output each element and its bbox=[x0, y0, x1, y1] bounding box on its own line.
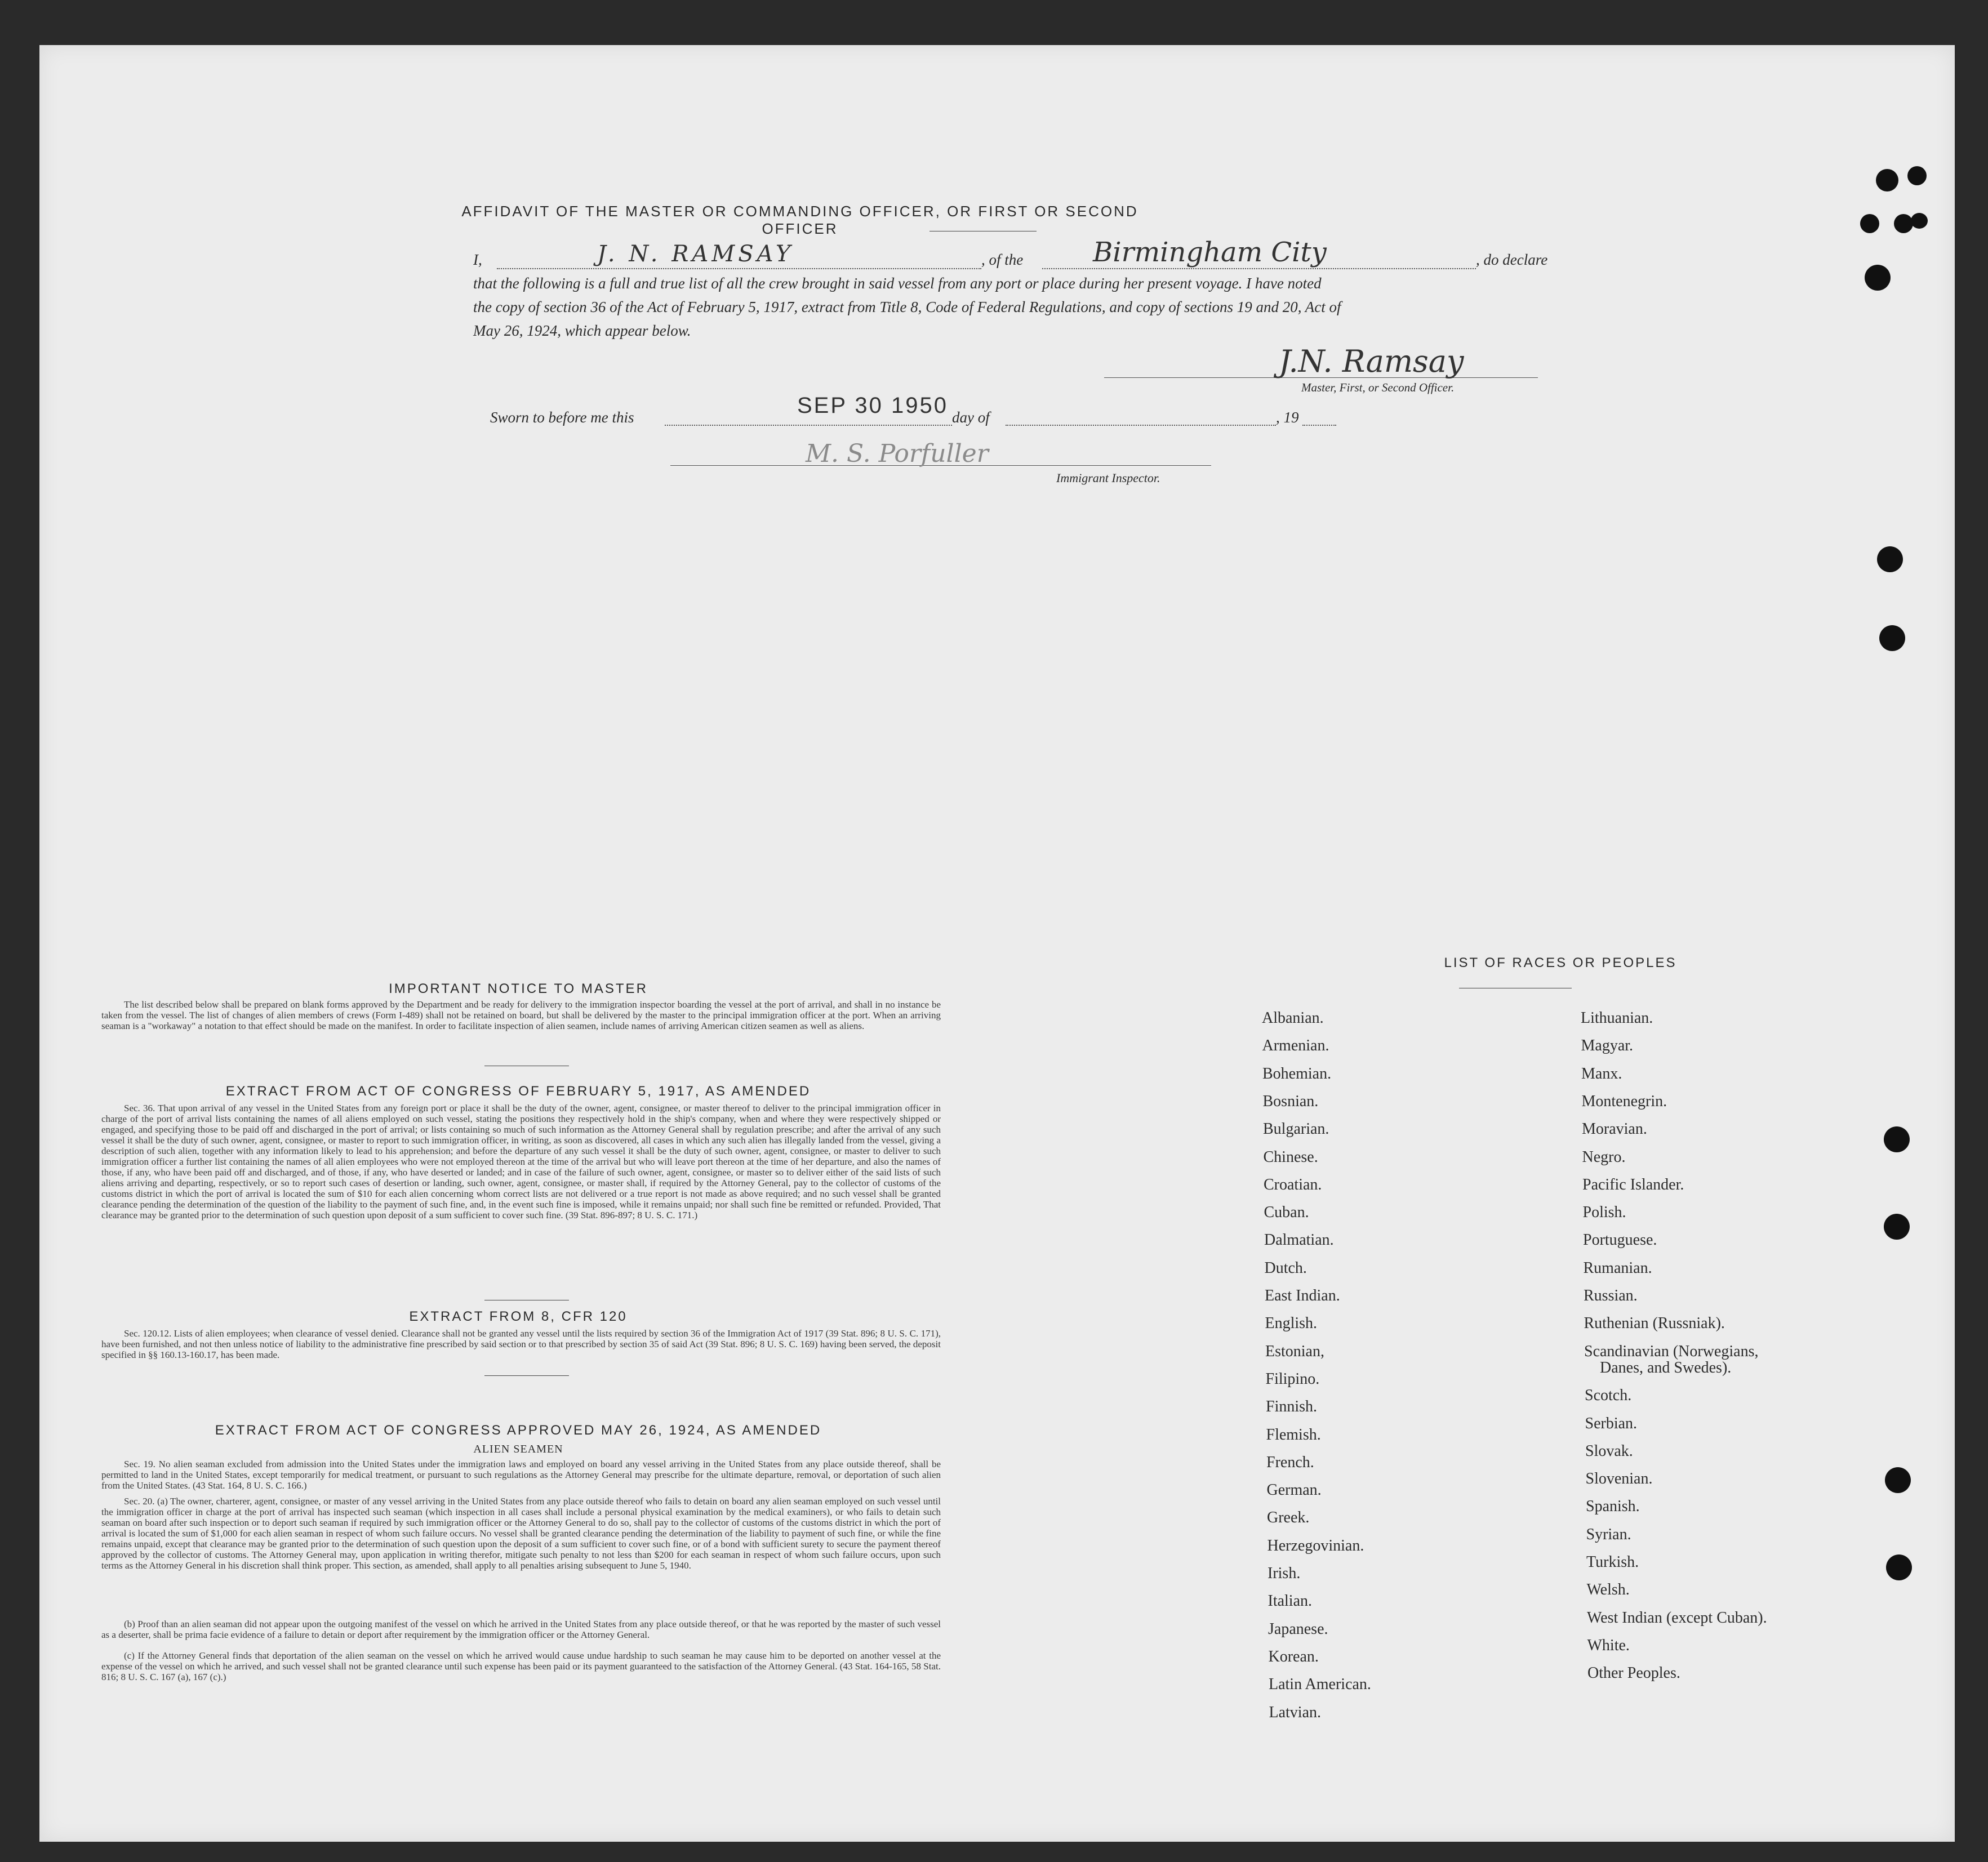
race-item: Albanian. bbox=[1262, 1009, 1324, 1027]
race-item: Danes, and Swedes). bbox=[1600, 1358, 1732, 1377]
race-item: Welsh. bbox=[1586, 1581, 1630, 1599]
affidavit-line-2: that the following is a full and true list of all the crew brought in said vessel from any port or place during her present voyage. I have noted bbox=[473, 275, 1322, 292]
race-item: Bulgarian. bbox=[1263, 1120, 1329, 1138]
year-field-line bbox=[1302, 425, 1336, 426]
race-item: Filipino. bbox=[1265, 1370, 1320, 1388]
race-item: Flemish. bbox=[1266, 1426, 1321, 1444]
inspector-label: Immigrant Inspector. bbox=[1056, 471, 1160, 485]
race-item: West Indian (except Cuban). bbox=[1587, 1609, 1767, 1627]
section-rule bbox=[484, 1375, 569, 1376]
inspector-signature: M. S. Porfuller bbox=[806, 439, 989, 468]
affidavit-line-3: the copy of section 36 of the Act of February 5, 1917, extract from Title 8, Code of Federal Regulations, and copy of sections 19 and 20, Act of bbox=[473, 299, 1341, 315]
races-title: LIST OF RACES OR PEOPLES bbox=[1444, 955, 1677, 970]
sworn-date-stamp: SEP 30 1950 bbox=[797, 393, 949, 418]
race-item: Irish. bbox=[1267, 1565, 1301, 1582]
binder-hole bbox=[1865, 265, 1891, 291]
race-item: Scandinavian (Norwegians, bbox=[1584, 1342, 1759, 1360]
race-item: Japanese. bbox=[1268, 1620, 1328, 1638]
race-item: Bohemian. bbox=[1262, 1064, 1332, 1083]
binder-hole bbox=[1894, 214, 1913, 233]
binder-hole bbox=[1907, 166, 1927, 185]
i-label: I, bbox=[473, 251, 482, 268]
race-item: Greek. bbox=[1267, 1509, 1310, 1527]
race-item: Moravian. bbox=[1582, 1120, 1647, 1138]
race-item: Dutch. bbox=[1264, 1259, 1307, 1277]
race-item: Pacific Islander. bbox=[1582, 1175, 1684, 1193]
race-item: Slovenian. bbox=[1585, 1470, 1653, 1488]
race-item: English. bbox=[1265, 1315, 1318, 1333]
race-item: Cuban. bbox=[1264, 1204, 1309, 1222]
race-item: Other Peoples. bbox=[1587, 1664, 1680, 1682]
extract-1917-title: EXTRACT FROM ACT OF CONGRESS OF FEBRUARY 5, 1917, AS AMENDED bbox=[225, 1084, 811, 1099]
master-label: Master, First, or Second Officer. bbox=[1301, 381, 1455, 394]
race-item: Latin American. bbox=[1269, 1676, 1371, 1694]
race-item: Montenegrin. bbox=[1581, 1092, 1667, 1110]
race-item: French. bbox=[1266, 1453, 1314, 1471]
race-item: Armenian. bbox=[1262, 1037, 1329, 1055]
race-item: White. bbox=[1587, 1636, 1630, 1654]
race-item: Serbian. bbox=[1585, 1414, 1638, 1432]
extract-1924-p2: Sec. 20. (a) The owner, charterer, agent, consignee, or master of any vessel arriving in the United States from any place outside thereof who fails to detain on board any alien seaman employed on such vessel until the immigration officer in charge at the port of arrival has inspected such seaman (which inspection in all cases shall include a personal physical examination by the medical examiners), or who fails to detain such seaman on board after such inspection or to deport such seaman if required by such immigration officer or the Attorney General to do so, shall pay to the collector of customs of the customs district in which the port of arrival is located the sum of $1,000 for each alien seaman in respect of whom such failure occurs. No vessel shall be granted clearance pending the determination of the liability to payment of such fine, or while the fine remains unpaid, except that clearance may be granted prior to the determination of such question upon the deposit of a sum sufficient to cover such fine, or of a bond with sufficient surety to secure the payment thereof approved by the collector of customs. The Attorney General may, upon application in writing therefor, mitigate such penalty to not less than $200 for each seaman in respect of whom such failure occurs, upon such terms as the Attorney General in his discretion shall think proper. This section, as amended, shall apply to all penalties arising subsequent to June 5, 1940. bbox=[101, 1496, 941, 1571]
race-item: Turkish. bbox=[1586, 1553, 1639, 1571]
sworn-label: Sworn to before me this bbox=[490, 409, 634, 426]
sworn-date-line bbox=[665, 425, 952, 426]
race-item: Croatian. bbox=[1264, 1175, 1322, 1193]
race-item: Chinese. bbox=[1263, 1148, 1318, 1166]
year-label: , 19 bbox=[1276, 409, 1299, 426]
binder-hole bbox=[1885, 1467, 1911, 1493]
day-of-label: day of bbox=[952, 409, 990, 426]
binder-hole bbox=[1911, 213, 1928, 229]
race-item: Scotch. bbox=[1585, 1387, 1632, 1405]
race-item: Latvian. bbox=[1269, 1703, 1322, 1721]
race-item: Dalmatian. bbox=[1264, 1231, 1334, 1249]
race-item: Korean. bbox=[1268, 1647, 1319, 1665]
race-item: Russian. bbox=[1584, 1287, 1638, 1304]
extract-cfr-title: EXTRACT FROM 8, CFR 120 bbox=[409, 1309, 628, 1324]
race-item: Magyar. bbox=[1581, 1037, 1634, 1055]
extract-1924-p3: (b) Proof than an alien seaman did not appear upon the outgoing manifest of the vessel on which he arrived in the United States from any place outside thereof, or that he was reported by the master of such vessel as a deserter, shall be prima facie evidence of a failure to detain or deport after requirement by the immigration officer or the Attorney General. bbox=[101, 1619, 941, 1640]
vessel-name: Birmingham City bbox=[1093, 237, 1327, 268]
binder-hole bbox=[1877, 546, 1903, 572]
master-signature: J.N. Ramsay bbox=[1279, 344, 1464, 379]
binder-hole bbox=[1884, 1126, 1910, 1152]
extract-1924-title: EXTRACT FROM ACT OF CONGRESS APPROVED MAY 26, 1924, AS AMENDED bbox=[215, 1423, 822, 1438]
notice-text: The list described below shall be prepared on blank forms approved by the Department and be ready for delivery to the immigration inspector boarding the vessel at the port of arrival, and shall in no instance be taken from the vessel. The list of changes of alien members of crews (Form I-489) shall not be retained on board, but shall be delivered by the master to the principal immigration officer at the port. When an arriving seaman is a "workaway" a notation to that effect should be made on the manifest. In order to facilitate inspection of alien seamen, include names of arriving American citizen seamen as well as aliens. bbox=[101, 999, 941, 1031]
binder-hole bbox=[1876, 169, 1898, 191]
binder-hole bbox=[1879, 625, 1905, 651]
race-item: Herzegovinian. bbox=[1267, 1536, 1364, 1554]
race-item: Rumanian. bbox=[1583, 1259, 1652, 1277]
race-item: Lithuanian. bbox=[1581, 1009, 1653, 1027]
master-name: J. N. RAMSAY bbox=[597, 241, 794, 267]
race-item: German. bbox=[1266, 1481, 1322, 1499]
extract-1917-text: Sec. 36. That upon arrival of any vessel in the United States from any foreign port or place it shall be the duty of the owner, agent, consignee, or master thereof to deliver to the principal immigration officer in charge of the port of arrival lists containing the names of all aliens employed on such vessel, stating the positions they respectively hold in the ship's company, when and where they were respectively shipped or engaged, and specifying those to be paid off and discharged in the port of arrival; or lists containing so much of such information as the Attorney General shall by regulation prescribe; and after the arrival of any such vessel it shall be the duty of such owner, agent, consignee, or master to report to such immigration officer, in writing, as soon as discovered, all cases in which any such alien has illegally landed from the vessel, giving a description of such alien, together with any information likely to lead to his apprehension; and before the departure of any such vessel it shall be the duty of such owner, agent, consignee, or master to deliver to such immigration officer a further list containing the names of all alien employees who were not employed thereon at the time of the arrival but who will leave port thereon at the time of her departure, and also the names of those, if any, who have been paid off and discharged, and of those, if any, who have deserted or landed; and in case of the failure of such owner, agent, consignee, or master so to deliver either of the said lists of such aliens arriving and departing, respectively, or so to report such cases of desertion or landing, such owner, agent, consignee, or master shall, if required by the Attorney General, pay to the collector of customs of the customs district in which the port of arrival is located the sum of $10 for each alien concerning whom correct lists are not delivered or a true report is not made as above required; and no such vessel shall be granted clearance pending the determination of the question of the liability to the payment of such fine, and, in the event such fine is imposed, while it remains unpaid; nor shall such fine be remitted or refunded. Provided, That clearance may be granted prior to the determination of such question upon deposit of a sum sufficient to cover such fine. (39 Stat. 896-897; 8 U. S. C. 171.) bbox=[101, 1103, 941, 1220]
race-item: Italian. bbox=[1267, 1592, 1313, 1610]
document-page bbox=[39, 45, 1955, 1842]
binder-hole bbox=[1886, 1554, 1912, 1580]
race-item: Slovak. bbox=[1585, 1442, 1633, 1460]
extract-1924-subtitle: ALIEN SEAMEN bbox=[473, 1443, 563, 1455]
month-field-line bbox=[1006, 425, 1276, 426]
extract-1924-p1: Sec. 19. No alien seaman excluded from admission into the United States under the immigration laws and employed on board any vessel arriving in the United States from any place outside thereof, shall be permitted to land in the United States, except temporarily for medical treatment, or pursuant to such regulations as the Attorney General may prescribe for the ultimate departure, removal, or deportation of such alien from the United States. (43 Stat. 164, 8 U. S. C. 166.) bbox=[101, 1459, 941, 1491]
race-item: East Indian. bbox=[1265, 1287, 1340, 1304]
race-item: Portuguese. bbox=[1583, 1231, 1657, 1249]
name-field-line bbox=[497, 268, 981, 269]
of-the-label: , of the bbox=[981, 251, 1024, 268]
affidavit-line-4: May 26, 1924, which appear below. bbox=[473, 322, 691, 339]
affidavit-title: AFFIDAVIT OF THE MASTER OR COMMANDING OFFICER, OR FIRST OR SECOND OFFICER bbox=[461, 203, 1138, 237]
vessel-field-line bbox=[1042, 268, 1476, 269]
race-item: Negro. bbox=[1582, 1148, 1626, 1166]
race-item: Spanish. bbox=[1586, 1498, 1640, 1516]
extract-cfr-text: Sec. 120.12. Lists of alien employees; when clearance of vessel denied. Clearance shall not be granted any vessel until the lists required by section 36 of the Immigration Act of 1917 (39 Stat. 896; 8 U. S. C. 171), have been furnished, and not then unless notice of liability to the administrative fine prescribed by said section or to that prescribed by section 35 of said Act (39 Stat. 896; 8 U. S. C. 169) having been served, the deposit specified in §§ 160.13-160.17, has been made. bbox=[101, 1328, 941, 1360]
binder-hole bbox=[1884, 1214, 1910, 1240]
notice-title: IMPORTANT NOTICE TO MASTER bbox=[389, 981, 648, 996]
binder-hole bbox=[1860, 214, 1879, 233]
do-declare-label: , do declare bbox=[1476, 251, 1548, 268]
race-item: Polish. bbox=[1582, 1204, 1626, 1222]
race-item: Manx. bbox=[1581, 1064, 1622, 1083]
race-item: Ruthenian (Russniak). bbox=[1584, 1315, 1725, 1333]
race-item: Bosnian. bbox=[1262, 1092, 1319, 1110]
extract-1924-p4: (c) If the Attorney General finds that deportation of the alien seaman on the vessel on which he arrived would cause undue hardship to such seaman he may cause him to be deported on another vessel at the expense of the vessel on which he arrived, and such vessel shall not be granted clearance until such expense has been paid or its payment guaranteed to the satisfaction of the Attorney General. (43 Stat. 164-165, 58 Stat. 816; 8 U. S. C. 167 (a), 167 (c).) bbox=[101, 1650, 941, 1682]
race-item: Finnish. bbox=[1266, 1398, 1318, 1416]
race-item: Syrian. bbox=[1586, 1525, 1631, 1543]
race-item: Estonian, bbox=[1265, 1342, 1324, 1360]
